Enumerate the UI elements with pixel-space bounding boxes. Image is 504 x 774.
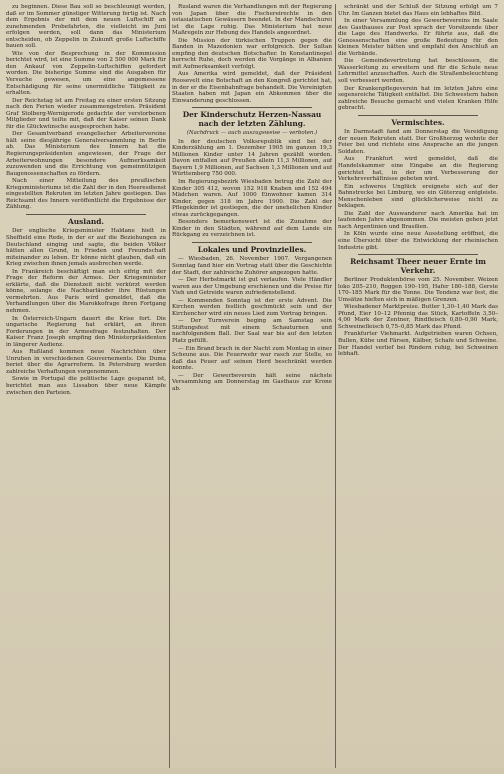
section-subheading: (Nachdruck — auch auszugsweise — verboten.) (186, 130, 318, 137)
paragraph: Die Zahl der Auswanderer nach Amerika hat im laufenden Jahre abgenommen. Die meisten gehen jetzt nach Argentinien und Brasilien. (338, 210, 498, 230)
paragraph: Der Krankenpflegeverein hat im letzten Jahre eine segensreiche Tätigkeit entfaltet. Die Schwestern haben zahlreiche Besuche gemacht und vielen Kranken Hilfe gebracht. (338, 85, 498, 112)
paragraph: — Wiesbaden, 26. November 1907. Vergangenen Sonntag fand hier ein Vortrag statt über die Geschichte der Stadt, der zahlreiche Zuhörer angezogen hatte. (172, 256, 332, 276)
paragraph: Aus Frankfurt wird gemeldet, daß die Handelskammer eine Eingabe an die Regierung gerichtet hat, in der um Verbesserung der Verkehrsverhältnisse gebeten wird. (338, 156, 498, 183)
paragraph: — Ein Brand brach in der Nacht zum Montag in einer Scheune aus. Die Feuerwehr war rasch zur Stelle, so daß das Feuer auf seinen Herd beschränkt werden konnte. (172, 345, 332, 372)
paragraph: In einer Versammlung des Gewerbevereins im Saale des Gasthauses zur Post sprach der Vorsitzende über die Lage des Handwerks. Er führte aus, daß die Genossenschaften eine große Bedeutung für den kleinen Meister hätten und empfahl den Anschluß an die Verbände. (338, 18, 498, 57)
column-rule (335, 4, 336, 768)
paragraph: — Der Turnverein beging am Samstag sein Stiftungsfest mit einem Schauturnen und nachfolgendem Ball. Der Saal war bis auf den letzten Platz gefüllt. (172, 318, 332, 345)
paragraph: Ein schweres Unglück ereignete sich auf der Bahnstrecke bei Limburg, wo ein Güterzug entgleiste. Menschenleben sind glücklicherweise nicht zu beklagen. (338, 183, 498, 210)
divider (192, 242, 312, 243)
section-heading-lokales: Lokales und Provinzielles. (197, 244, 307, 254)
paragraph: Der Reichstag ist am Freitag zu einer ersten Sitzung nach den Ferien wieder zusammengetreten. Präsident Graf Stolberg-Wernigerode gedachte der verstorbenen Mitglieder und teilte mit, daß der Kaiser seinen Dank für die Glückwünsche ausgesprochen habe. (6, 97, 166, 130)
paragraph: Rusland waren die Verhandlungen mit der Regierung von Japan über die Fischereirechte in den ostasiatischen Gewässern beendet. In der Mandschurei ist die Lage ruhig. Das Ministerium hat neue Maßregeln zur Hebung des Handels angeordnet. (172, 4, 332, 37)
paragraph: Im Regierungsbezirk Wiesbaden betrug die Zahl der Kinder 305 412, wovon 152 918 Knaben und 152 494 Mädchen waren. Auf 1000 Einwohner kamen 314 Kinder, gegen 318 im Jahre 1900. Die Zahl der Pflegekinder ist gestiegen, die der unehelichen Kinder etwas zurückgegangen. (172, 179, 332, 218)
section-heading-kinderschutz: Der Kinderschutz Herzen-Nassau nach der letzten Zählung. (182, 110, 322, 128)
column-middle (172, 4, 332, 768)
paragraph: — Der Herbstmarkt ist gut verlaufen. Viele Händler waren aus der Umgebung erschienen und die Preise für Vieh und Getreide waren zufriedenstellend. (172, 277, 332, 297)
paragraph: Aus Amerika wird gemeldet, daß der Präsident Roosevelt eine Botschaft an den Kongreß gerichtet hat, in der er die Eisenbahnfrage behandelt. Die Vereinigten Staaten haben mit Japan ein Abkommen über die Einwanderung geschlossen. (172, 71, 332, 104)
paragraph: — Kommenden Sonntag ist der erste Advent. Die Kirchen werden festlich geschmückt sein und der Kirchenchor wird ein neues Lied zum Vortrag bringen. (172, 297, 332, 317)
paragraph: — Der Gewerbeverein hält seine nächste Versammlung am Donnerstag im Gasthaus zur Krone ab. (172, 372, 332, 392)
paragraph: Die Gemeindevertretung hat beschlossen, die Wasserleitung zu erweitern und für die Schule neue Lehrmittel anzuschaffen. Auch die Straßenbeleuchtung soll verbessert werden. (338, 58, 498, 85)
column-right (338, 4, 498, 768)
paragraph: Besonders bemerkenswert ist die Zunahme der Kinder in den Städten, während auf dem Lande ein Rückgang zu verzeichnen ist. (172, 219, 332, 239)
paragraph: In der deutschen Volksrepublik sind bei der Kinderzählung am 1. Dezember 1905 im ganzen 19,3 Millionen Kinder unter 14 Jahren gezählt worden. Davon entfallen auf Preußen allein 11,3 Millionen, auf Bayern 1,9 Millionen, auf Sachsen 1,3 Millionen und auf Württemberg 750 000. (172, 138, 332, 178)
column-rule (169, 4, 170, 768)
divider (358, 254, 478, 255)
paragraph: Aus Rußland kommen neue Nachrichten über Unruhen in verschiedenen Gouvernements. Die Duma beriet über die Agrarreform. In Petersburg wurden zahlreiche Verhaftungen vorgenommen. (6, 349, 166, 375)
section-heading-ausland: Ausland. (68, 216, 104, 226)
page-bottom-edge (0, 768, 504, 774)
divider (358, 115, 478, 116)
section-heading-vermischtes: Vermischtes. (391, 117, 445, 127)
paragraph: In Frankreich beschäftigt man sich eifrig mit der Frage der Reform der Armee. Der Kriegsminister erklärte, daß die Dienstzeit nicht verkürzt werden könne, solange die Nachbarländer ihre Rüstungen vermehrten. Aus Paris wird gemeldet, daß die Verhandlungen über die Marokkofrage ihren Fortgang nehmen. (6, 268, 166, 315)
paragraph: zu beginnen. Diese Bau soll so beschleunigt werden, daß er im Sommer günstiger Witterung fertig ist. Nach dem Ergebnis der mit dem neuen Luftschiff an zunehmenden Probefahrten, die vielleicht im Juni erfolgen werden, soll dann das Ministerium entscheiden, ob Zeppelin in Zukunft große Luftschiffe bauen soll. (6, 4, 166, 50)
paragraph: Nach einer Mitteilung des preußischen Kriegsministeriums ist die Zahl der in den Heeresdienst eingestellten Rekruten im letzten Jahre gestiegen. Das Reichsamt des Innern veröffentlicht die Ergebnisse der Zählung. (6, 178, 166, 211)
column-left (6, 4, 166, 768)
paragraph: Frankfurter Viehmarkt. Aufgetrieben waren Ochsen, Bullen, Kühe und Färsen, Kälber, Schafe und Schweine. Der Handel verlief bei Rindern ruhig, bei Schweinen lebhaft. (338, 331, 498, 358)
section-heading-markt: Reichsamt Theer neuer Ernte im Verkehr. (350, 257, 486, 275)
paragraph: Wiesbadener Marktpreise. Butter 1,30–1,40 Mark das Pfund, Eier 10–12 Pfennig das Stück, Kartoffeln 3,50–4,00 Mark der Zentner, Rindfleisch 0,80–0,90 Mark, Schweinefleisch 0,75–0,85 Mark das Pfund. (338, 304, 498, 330)
paragraph: schränkt und der Schluß der Sitzung erfolgt um 7 Uhr. Im Ganzen bietet das Haus ein lebhaftes Bild. (338, 4, 498, 17)
paragraph: Berliner Produktenbörse vom 25. November. Weizen loko 205–210, Roggen 190–195, Hafer 180–188, Gerste 170–185 Mark für die Tonne. Die Tendenz war fest, die Umsätze hielten sich in mäßigen Grenzen. (338, 277, 498, 303)
paragraph: In Köln wurde eine neue Ausstellung eröffnet, die eine Übersicht über die Entwicklung der rheinischen Industrie gibt. (338, 231, 498, 251)
divider (192, 107, 312, 108)
paragraph: Sowie in Portugal die politische Lage gespannt ist, berichtet man aus Lissabon über neue Kämpfe zwischen den Parteien. (6, 376, 166, 396)
paragraph: Die Mission der türkischen Truppen gegen die Banden in Mazedonien war erfolgreich. Der Sultan empfing den deutschen Botschafter. In Konstantinopel herrscht Ruhe, doch werden die Vorgänge in Albanien mit Aufmerksamkeit verfolgt. (172, 37, 332, 70)
divider (26, 214, 146, 215)
paragraph: Der Gesamtverband evangelischer Arbeitervereine hält seine diesjährige Generalversammlung in Berlin ab. Das Ministerium des Innern hat die Regierungspräsidenten angewiesen, der Frage der Arbeiterwohnungen besondere Aufmerksamkeit zuzuwenden und die Errichtung von gemeinnützigen Baugenossenschaften zu fördern. (6, 131, 166, 177)
paragraph: Der englische Kriegsminister Haldane hielt in Sheffield eine Rede, in der er auf die Beziehungen zu Deutschland einging und sagte, die beiden Völker hätten allen Grund, in Frieden und Freundschaft miteinander zu leben. Er könne nicht glauben, daß ein Krieg zwischen ihnen jemals ausbrechen werde. (6, 228, 166, 268)
paragraph: In Österreich-Ungarn dauert die Krise fort. Die ungarische Regierung hat erklärt, an ihren Forderungen in der Armeefrage festzuhalten. Der Kaiser Franz Joseph empfing den Ministerpräsidenten in längerer Audienz. (6, 315, 166, 348)
paragraph: Wie von der Besprechung in der Kommission berichtet wird, ist eine Summe von 2 500 000 Mark für den Ankauf von Zeppelin-Luftschiffen gefordert worden. Die bisherige Summe sind die Ausgaben für Versuche gewesen, um eine angemessene Entschädigung für seine unermüdliche Tätigkeit zu erhalten. (6, 50, 166, 97)
paragraph: In Darmstadt fand am Donnerstag die Vereidigung der neuen Rekruten statt. Der Großherzog wohnte der Feier bei und richtete eine Ansprache an die jungen Soldaten. (338, 129, 498, 155)
